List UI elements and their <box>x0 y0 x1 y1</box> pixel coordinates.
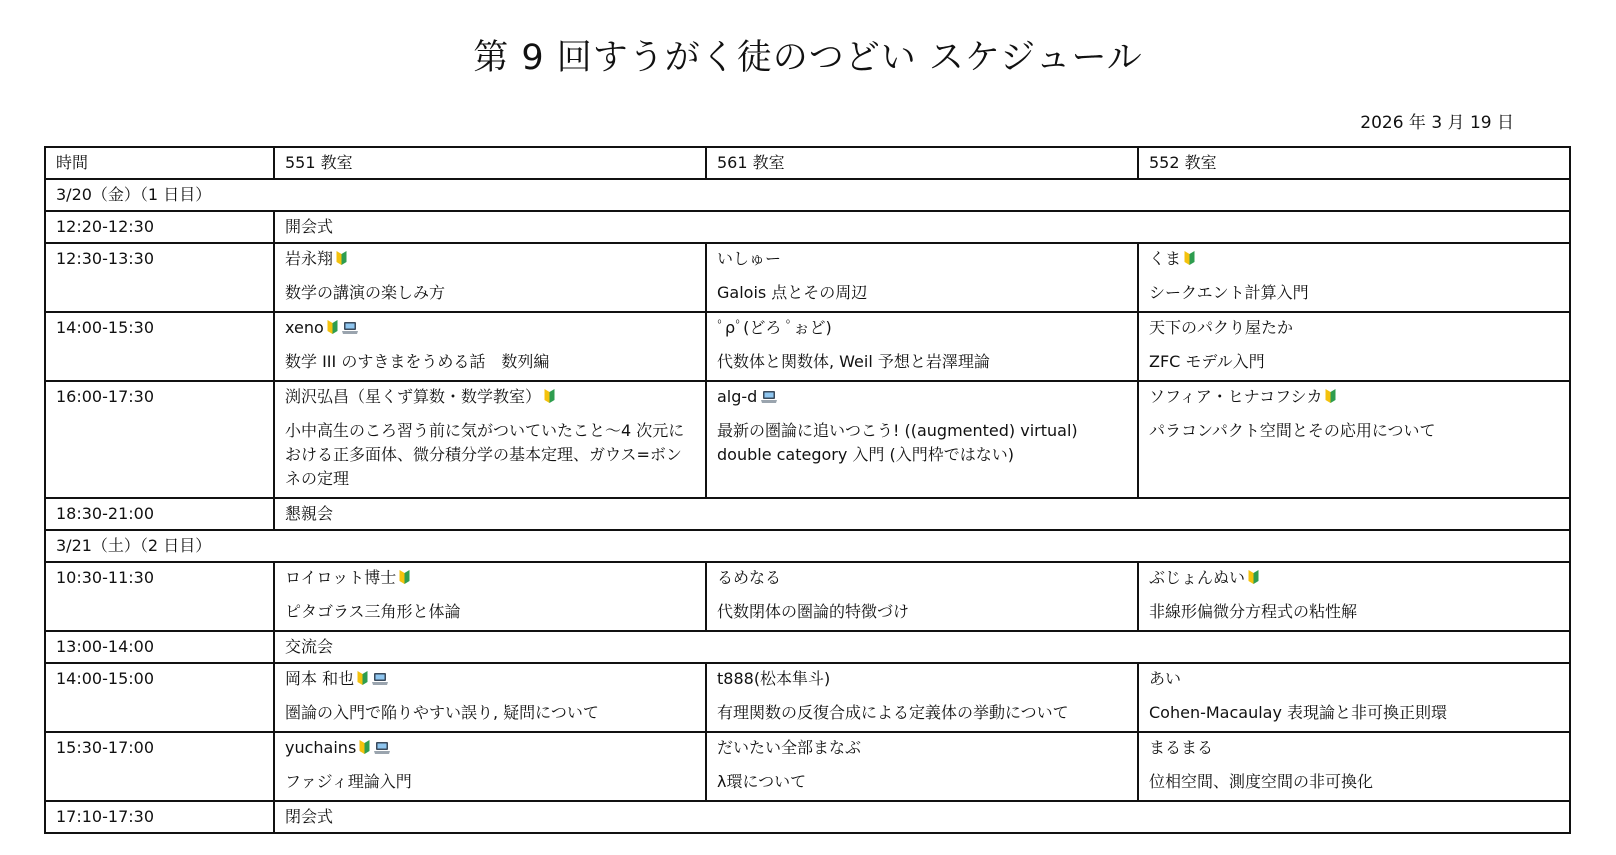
event-row <box>45 631 1570 663</box>
day-label: 3/21（土）（2 日目） <box>45 530 1570 562</box>
speaker-name: まるまる <box>1149 738 1214 757</box>
event-label: 懇親会 <box>274 498 1570 530</box>
speaker-line <box>285 247 695 271</box>
speaker-line <box>717 316 1127 340</box>
talk-title: 非線形偏微分方程式の粘性解 <box>1149 602 1358 621</box>
header-room-561: 561 教室 <box>706 147 1138 179</box>
speaker-line <box>1149 566 1559 590</box>
laptop-icon <box>371 669 389 693</box>
beginner-mark-icon <box>1325 387 1336 411</box>
session-row <box>45 562 1570 631</box>
talk-title: 有理関数の反復合成による定義体の挙動について <box>717 703 1069 722</box>
page-title: 第 9 回すうがく徒のつどい スケジュール <box>473 38 1143 78</box>
laptop-icon <box>373 738 391 762</box>
session-cell <box>274 562 706 631</box>
beginner-mark-icon <box>327 318 338 342</box>
speaker-line <box>285 667 695 691</box>
session-cell <box>274 243 706 312</box>
event-label: 交流会 <box>274 631 1570 663</box>
talk-title: 最新の圏論に追いつこう! ((augmented) virtual) double category 入門 (入門枠ではない) <box>717 421 1078 464</box>
talk-title: Cohen-Macaulay 表現論と非可換正則環 <box>1149 703 1448 722</box>
speaker-line <box>1149 736 1559 760</box>
time-slot: 10:30-11:30 <box>45 562 274 631</box>
speaker-name: alg-d <box>717 387 758 406</box>
speaker-line <box>717 385 1127 409</box>
speaker-name: るめなる <box>717 568 782 587</box>
talk-title: 代数閉体の圏論的特徴づけ <box>717 602 910 621</box>
speaker-line <box>717 566 1127 590</box>
document-date: 2026 年 3 月 19 日 <box>1360 113 1514 133</box>
session-cell <box>706 312 1138 381</box>
talk-title: ピタゴラス三角形と体論 <box>285 602 461 621</box>
speaker-line <box>285 566 695 590</box>
beginner-mark-icon <box>357 669 368 693</box>
session-cell <box>1138 562 1570 631</box>
speaker-line <box>717 247 1127 271</box>
day-label: 3/20（金）（1 日目） <box>45 179 1570 211</box>
beginner-mark-icon <box>336 249 347 273</box>
header-room-551: 551 教室 <box>274 147 706 179</box>
session-cell <box>706 732 1138 801</box>
speaker-line <box>717 736 1127 760</box>
day-header-row <box>45 530 1570 562</box>
session-row <box>45 243 1570 312</box>
session-cell <box>1138 663 1570 732</box>
session-cell <box>706 243 1138 312</box>
speaker-name: いしゅー <box>717 249 782 268</box>
beginner-mark-icon <box>1248 568 1259 592</box>
speaker-line <box>285 736 695 760</box>
talk-title: 数学の講演の楽しみ方 <box>285 283 446 302</box>
time-slot: 16:00-17:30 <box>45 381 274 498</box>
header-time: 時間 <box>45 147 274 179</box>
speaker-name: 渕沢弘昌（星くず算数・数学教室） <box>285 387 542 406</box>
beginner-mark-icon <box>359 738 370 762</box>
talk-title: 圏論の入門で陥りやすい誤り, 疑問について <box>285 703 599 722</box>
speaker-name: ぶじょんぬい <box>1149 568 1246 587</box>
time-slot: 14:00-15:00 <box>45 663 274 732</box>
session-row <box>45 312 1570 381</box>
talk-title: 数学 III のすきまをうめる話 数列編 <box>285 352 550 371</box>
time-slot: 12:30-13:30 <box>45 243 274 312</box>
speaker-line <box>1149 316 1559 340</box>
session-cell <box>274 732 706 801</box>
beginner-mark-icon <box>1184 249 1195 273</box>
beginner-mark-icon <box>399 568 410 592</box>
laptop-icon <box>760 387 778 411</box>
talk-title: ファジィ理論入門 <box>285 772 412 791</box>
speaker-line <box>285 385 695 409</box>
time-slot: 12:20-12:30 <box>45 211 274 243</box>
speaker-name: 岩永翔 <box>285 249 334 268</box>
talk-title: ZFC モデル入門 <box>1149 352 1265 371</box>
talk-title: 代数体と関数体, Weil 予想と岩澤理論 <box>717 352 990 371</box>
session-cell <box>274 312 706 381</box>
talk-title: 位相空間、測度空間の非可換化 <box>1149 772 1374 791</box>
header-room-552: 552 教室 <box>1138 147 1570 179</box>
session-row <box>45 381 1570 498</box>
event-label: 閉会式 <box>274 801 1570 833</box>
time-slot: 13:00-14:00 <box>45 631 274 663</box>
talk-title: Galois 点とその周辺 <box>717 283 868 302</box>
speaker-line <box>1149 247 1559 271</box>
beginner-mark-icon <box>544 387 555 411</box>
talk-title: 小中高生のころ習う前に気がついていたこと〜4 次元における正多面体、微分積分学の基本定理、ガウス=ボンネの定理 <box>285 421 685 488</box>
speaker-name: yuchains <box>285 738 357 757</box>
session-cell <box>706 663 1138 732</box>
session-row <box>45 663 1570 732</box>
session-cell <box>1138 312 1570 381</box>
speaker-name: だいたい全部まなぶ <box>717 738 862 757</box>
speaker-name: ロイロット博士 <box>285 568 397 587</box>
speaker-name: t888(松本隼斗) <box>717 669 831 688</box>
time-slot: 18:30-21:00 <box>45 498 274 530</box>
session-cell <box>1138 243 1570 312</box>
talk-title: λ環について <box>717 772 807 791</box>
event-label: 開会式 <box>274 211 1570 243</box>
laptop-icon <box>341 318 359 342</box>
event-row <box>45 498 1570 530</box>
speaker-line <box>285 316 695 340</box>
day-header-row <box>45 179 1570 211</box>
schedule-table <box>44 146 1571 834</box>
session-row <box>45 732 1570 801</box>
time-slot: 14:00-15:30 <box>45 312 274 381</box>
talk-title: シークエント計算入門 <box>1149 283 1309 302</box>
session-cell <box>274 381 706 498</box>
speaker-name: くま <box>1149 249 1182 268</box>
session-cell <box>1138 381 1570 498</box>
session-cell <box>706 562 1138 631</box>
event-row <box>45 801 1570 833</box>
speaker-name: あい <box>1149 669 1182 688</box>
time-slot: 15:30-17:00 <box>45 732 274 801</box>
talk-title: パラコンパクト空間とその応用について <box>1149 421 1436 440</box>
session-cell <box>1138 732 1570 801</box>
speaker-name: xeno <box>285 318 324 337</box>
header-row <box>45 147 1570 179</box>
time-slot: 17:10-17:30 <box>45 801 274 833</box>
speaker-line <box>1149 667 1559 691</box>
session-cell <box>274 663 706 732</box>
speaker-line <box>717 667 1127 691</box>
speaker-name: 岡本 和也 <box>285 669 355 688</box>
event-row <box>45 211 1570 243</box>
speaker-name: ﾟρﾟ(どろ ﾟぉど) <box>717 318 832 337</box>
session-cell <box>706 381 1138 498</box>
speaker-name: 天下のパクり屋たか <box>1149 318 1294 337</box>
speaker-line <box>1149 385 1559 409</box>
speaker-name: ソフィア・ヒナコフシカ <box>1149 387 1323 406</box>
